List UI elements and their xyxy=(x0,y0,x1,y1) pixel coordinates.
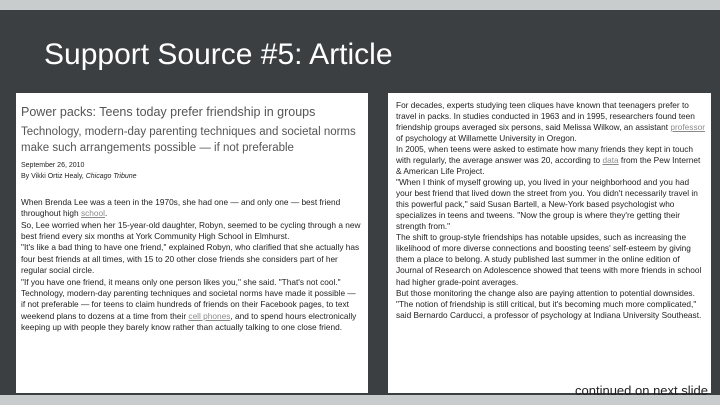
top-stripe xyxy=(0,0,720,10)
paragraph xyxy=(396,144,705,177)
professor-link[interactable]: professor xyxy=(670,122,705,133)
article-meta xyxy=(21,161,362,182)
article-right-panel xyxy=(388,93,711,393)
paragraph: The shift to group-style friendships has notable upsides, such as increasing the likelihood of more diverse connections and boosting teens' self-esteem by giving them a place to belong. A study published last summer in the online edition of Journal of Research on Adolescence showed that teens with more friends in school had higher grade-point averages. xyxy=(396,232,702,287)
paragraph: So, Lee worried when her 15-year-old daughter, Robyn, seemed to be cycling through a new best friend every six months at York Community High School in Elmhurst. xyxy=(21,219,361,242)
slide-title: Support Source #5: Article xyxy=(44,38,393,71)
paragraph: "It's like a bad thing to have one friend," explained Robyn, who clarified that she actually has four best friends at all times, with 15 to 20 other close friends she considers part of her regular social circle. xyxy=(21,242,360,276)
article-date: September 26, 2010 xyxy=(21,162,85,169)
article-left-panel xyxy=(16,93,368,393)
paragraph-text: , and to spend hours electronically keeping up with people they barely know rather than actually talking to one close friend. xyxy=(21,310,357,332)
paragraph-text: Technology, modern-day parenting techniques and societal norms have made it possible — if not preferable — for teens to claim hundreds of friends on their Facebook pages, to text weekend plans to dozens at a time from their xyxy=(21,287,356,321)
paragraph-text: For decades, experts studying teen cliques have known that teenagers prefer to travel in packs. In studies conducted in 1963 and in 1995, researchers found teen friendship groups averaged six persons, said Melissa Wilkow, an assistant xyxy=(396,100,695,133)
paragraph-text: from the Pew Internet & American Life Project. xyxy=(396,155,701,177)
article-body-left xyxy=(21,197,362,333)
article-body-right xyxy=(396,100,705,321)
data-link[interactable]: data xyxy=(602,155,619,166)
paragraph xyxy=(21,288,362,333)
byline-source: Chicago Tribune xyxy=(85,172,137,180)
paragraph-text: When Brenda Lee was a teen in the 1970s, she had one — and only one — best friend throughout high xyxy=(21,197,341,219)
article-headline: Power packs: Teens today prefer friendship in groups xyxy=(21,105,316,119)
paragraph-text: In 2005, when teens were asked to estimate how many friends they kept in touch with regularly, the average answer was 20, according to xyxy=(396,144,694,166)
paragraph: "When I think of myself growing up, you lived in your neighborhood and you had your best friend that lived down the street from you. You didn't necessarily travel in this powerful pack," said Susan Bartell, a New-York based psychologist who specializes in teens and tweens. "Now the group is where they're getting their strength from." xyxy=(396,177,698,232)
continued-note: continued on next slide xyxy=(575,383,708,398)
paragraph: "If you have one friend, it means only one person likes you," she said. "That's not cool." xyxy=(21,276,341,287)
article-subheadline: Technology, modern-day parenting techniques and societal norms make such arrangements possible — if not preferable xyxy=(21,126,356,154)
paragraph xyxy=(21,197,362,220)
article-byline xyxy=(21,172,362,183)
paragraph xyxy=(396,100,705,144)
paragraph-text: of psychology at Willamette University in Oregon. xyxy=(396,133,577,144)
school-link[interactable]: school xyxy=(80,208,105,219)
paragraph: But those monitoring the change also are paying attention to potential downsides. xyxy=(396,287,695,298)
paragraph-text: . xyxy=(104,208,108,219)
cell-phones-link[interactable]: cell phones xyxy=(188,310,231,321)
byline-prefix: By Vikki Ortiz Healy, xyxy=(21,172,86,180)
paragraph: "The notion of friendship is still critical, but it's becoming much more complicated," said Bernardo Carducci, a professor of psychology at Indiana University Southeast. xyxy=(396,298,702,320)
